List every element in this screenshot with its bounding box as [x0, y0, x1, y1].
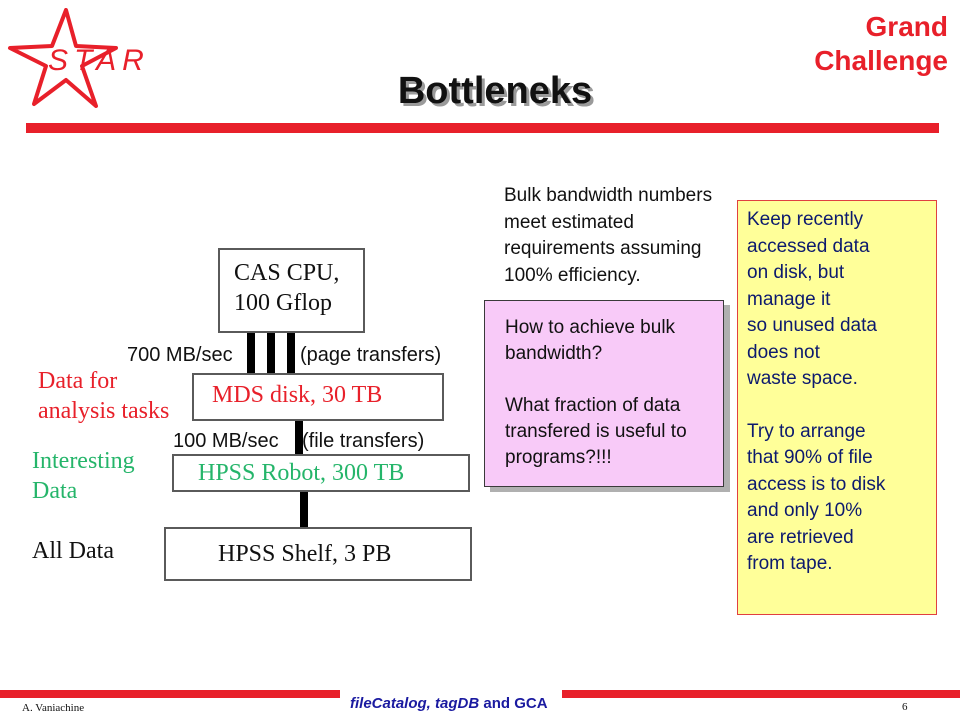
- grand-challenge-line1: Grand: [865, 11, 948, 42]
- data-for-analysis-label: [38, 366, 169, 426]
- mds-robot-note: (file transfers): [302, 430, 425, 452]
- footer-page-number: 6: [902, 701, 908, 713]
- pink-note-line: transfered is useful to: [505, 421, 687, 442]
- cpu-mds-link-bar-3: [287, 333, 295, 373]
- bulk-note-line: Bulk bandwidth numbers: [504, 185, 713, 206]
- yellow-note-line: from tape.: [747, 553, 833, 574]
- grand-challenge-label: [814, 10, 948, 78]
- footer-topic-italic: fileCatalog, tagDB: [350, 695, 480, 712]
- pink-note-line: programs?!!!: [505, 447, 612, 468]
- mds-disk-box: MDS disk, 30 TB: [192, 373, 444, 421]
- yellow-note-line: access is to disk: [747, 473, 886, 495]
- yellow-note-line: Try to arrange: [747, 420, 866, 442]
- title-divider: [26, 123, 939, 133]
- hpss-shelf-box: HPSS Shelf, 3 PB: [164, 527, 472, 581]
- pink-note-line: bandwidth?: [505, 343, 603, 364]
- interesting-data-line1: Interesting: [32, 448, 135, 474]
- yellow-note-line: and only 10%: [747, 500, 863, 521]
- footer-divider-right: [562, 690, 960, 698]
- cpu-mds-link-bar-1: [247, 333, 255, 373]
- footer-author: A. Vaniachine: [22, 702, 85, 714]
- yellow-note-line: manage it: [747, 288, 831, 310]
- yellow-note-line: are retrieved: [747, 526, 854, 548]
- yellow-note-spacer: [747, 393, 936, 419]
- footer-topic: [350, 695, 548, 712]
- yellow-note-line: Keep recently: [747, 209, 864, 230]
- cas-cpu-box: [218, 248, 365, 333]
- interesting-data-line2: Data: [32, 478, 78, 504]
- disk-caching-note: [737, 200, 937, 615]
- bulk-note-line: requirements assuming: [504, 238, 702, 259]
- cpu-mds-link-bar-2: [267, 333, 275, 373]
- interesting-data-label: [32, 446, 135, 506]
- pink-note-line: What fraction of data: [505, 395, 681, 416]
- hpss-robot-box: HPSS Robot, 300 TB: [172, 454, 470, 492]
- yellow-note-line: so unused data: [747, 315, 877, 336]
- mds-robot-rate: 100 MB/sec: [173, 430, 279, 452]
- pink-note-line: How to achieve bulk: [505, 317, 676, 338]
- cas-cpu-line2: 100 Gflop: [234, 290, 332, 316]
- bandwidth-question-note: [484, 300, 724, 487]
- bulk-note-line: meet estimated: [504, 211, 634, 233]
- cas-cpu-line1: CAS CPU,: [234, 260, 340, 286]
- cpu-mds-note: (page transfers): [300, 344, 442, 366]
- data-for-analysis-line2: analysis tasks: [38, 398, 170, 424]
- robot-shelf-link-bar: [300, 492, 308, 527]
- bulk-note-line: 100% efficiency.: [504, 264, 641, 286]
- page-title: Bottleneks: [397, 70, 593, 112]
- grand-challenge-line2: Challenge: [814, 45, 948, 76]
- star-logo-text: STAR: [48, 44, 150, 77]
- bulk-bandwidth-note: [504, 183, 712, 289]
- data-for-analysis-line1: Data for: [38, 368, 118, 394]
- yellow-note-line: waste space.: [747, 368, 858, 389]
- yellow-note-line: on disk, but: [747, 262, 845, 283]
- cpu-mds-rate: 700 MB/sec: [127, 344, 233, 366]
- pink-note-spacer: [505, 367, 713, 393]
- all-data-label: All Data: [32, 538, 114, 564]
- footer-topic-rest: and GCA: [479, 695, 548, 712]
- yellow-note-line: accessed data: [747, 235, 870, 257]
- yellow-note-line: does not: [747, 341, 820, 363]
- footer-divider-left: [0, 690, 340, 698]
- yellow-note-line: that 90% of file: [747, 447, 873, 468]
